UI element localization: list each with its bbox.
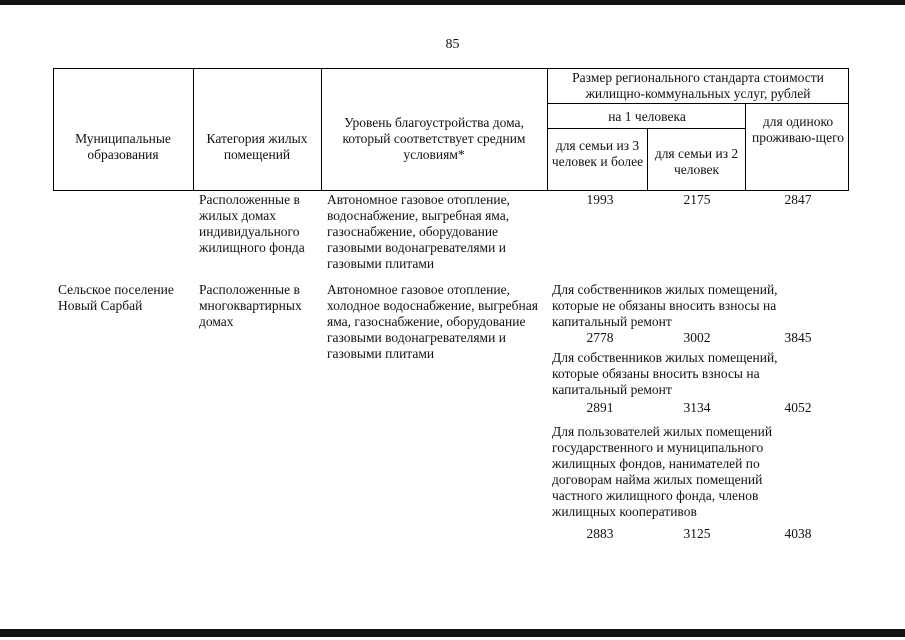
group2-family3-value: 2891 — [586, 400, 614, 415]
group1-label: Для собственников жилых помещений, которые не обязаны вносить взносы на капитальный ремонт — [552, 282, 778, 329]
page-number: 85 — [445, 37, 460, 52]
top-border — [0, 0, 905, 5]
row1-category: Расположенные в жилых домах индивидуального жилищного фонда — [199, 192, 305, 255]
col-divider-3 — [547, 68, 548, 191]
header-standard-size: Размер регионального стандарта стоимости жилищно-коммунальных услуг, рублей — [572, 70, 824, 101]
group1-family3-value: 2778 — [586, 330, 614, 345]
table-left-border — [53, 68, 54, 191]
header-per-person: на 1 человека — [608, 109, 686, 124]
bottom-border — [0, 629, 905, 637]
row1-amenity: Автономное газовое отопление, водоснабжение, выгребная яма, газоснабжение, оборудование газовыми водонагревателями и газовыми плитами — [327, 192, 510, 271]
table-top-rule — [53, 68, 849, 69]
table-right-border — [848, 68, 849, 191]
header-category: Категория жилых помещений — [206, 131, 308, 162]
group3-single-value: 4038 — [784, 526, 812, 541]
group2-label: Для собственников жилых помещений, которые обязаны вносить взносы на капитальный ремонт — [552, 350, 778, 397]
row2-amenity: Автономное газовое отопление, холодное водоснабжение, выгребная яма, газоснабжение, оборудование газовыми водонагревателями и газовыми плитами — [327, 282, 538, 361]
group3-family3-value: 2883 — [586, 526, 614, 541]
header-family3: для семьи из 3 человек и более — [551, 138, 644, 169]
row1-family3-value: 1993 — [586, 192, 614, 207]
group1-single-value: 3845 — [784, 330, 812, 345]
municipality-name: Сельское поселение Новый Сарбай — [58, 282, 174, 313]
row2-category: Расположенные в многоквартирных домах — [199, 282, 302, 329]
header-rule-1 — [547, 103, 849, 104]
header-municipality: Муниципальные образования — [75, 131, 171, 162]
group1-family2-value: 3002 — [683, 330, 711, 345]
header-family2: для семьи из 2 человек — [654, 146, 739, 177]
group3-family2-value: 3125 — [683, 526, 711, 541]
header-amenity-level: Уровень благоустройства дома, который соответствует средним условиям* — [342, 115, 526, 162]
header-rule-2 — [547, 128, 745, 129]
col-divider-4 — [647, 128, 648, 191]
col-divider-1 — [193, 68, 194, 191]
group2-family2-value: 3134 — [683, 400, 711, 415]
group2-single-value: 4052 — [784, 400, 812, 415]
col-divider-2 — [321, 68, 322, 191]
header-single: для одиноко проживаю-щего — [751, 114, 845, 145]
row1-family2-value: 2175 — [683, 192, 711, 207]
group3-label: Для пользователей жилых помещений государственного и муниципального жилищных фондов, нанимателей по договорам найма жилых помещений частного жилищного фонда, членов жилищных кооперативов — [552, 424, 773, 519]
col-divider-5 — [745, 103, 746, 191]
row1-single-value: 2847 — [784, 192, 812, 207]
header-bottom-rule — [53, 190, 849, 191]
